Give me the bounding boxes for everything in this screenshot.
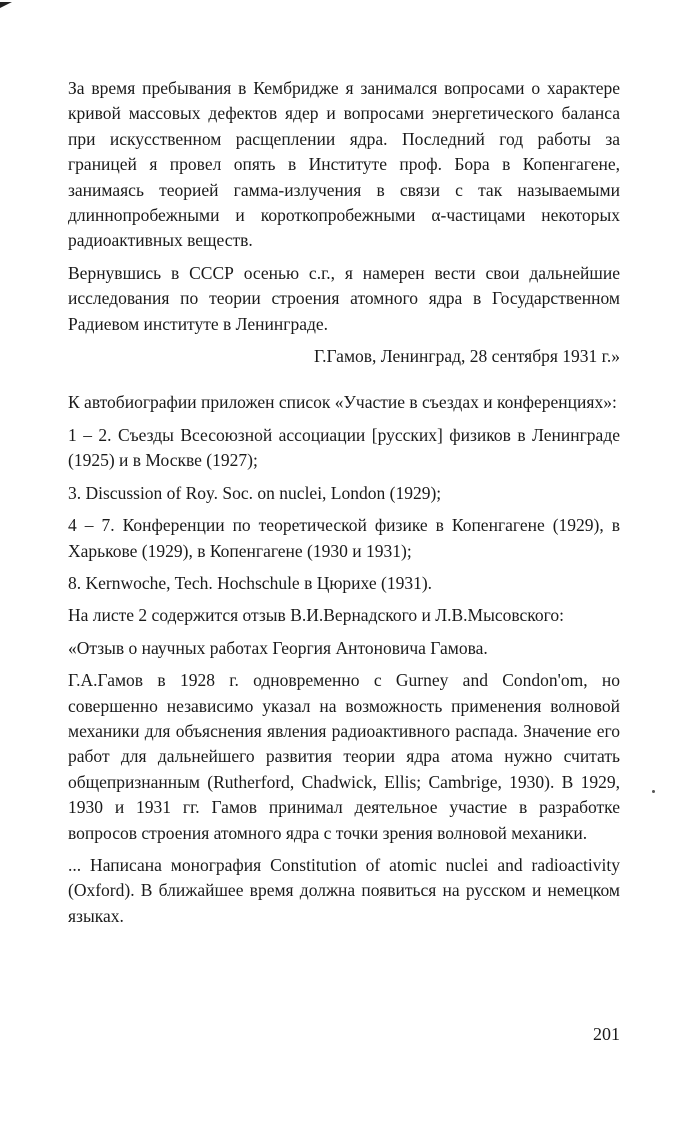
list-item-kernwoche: 8. Kernwoche, Tech. Hochschule в Цюрихе (1931).: [68, 572, 433, 593]
signature-line: Г.Гамов, Ленинград, 28 сентября 1931 г.»: [313, 346, 620, 367]
paragraph-return-ussr: Вернувшись в СССР осенью с.г., я намерен вести свои дальнейшие исследования по теории строения атомного ядра в Государственном Радиевом институте в Ленинграде.: [68, 262, 620, 334]
list-item-royal-society: 3. Discussion of Roy. Soc. on nuclei, London (1929);: [68, 482, 442, 503]
list-item-conferences: 4 – 7. Конференции по теоретической физике в Копенгагене (1929), в Харькове (1929), в Копенгагене (1930 и 1931);: [68, 515, 620, 561]
review-title: «Отзыв о научных работах Георгия Антоновича Гамова.: [68, 637, 488, 658]
page-number: 201: [593, 1024, 620, 1044]
paragraph-cambridge-work: За время пребывания в Кембридже я занимался вопросами о характере кривой массовых дефектов ядер и вопросами энергетического баланса при искусственном расщеплении ядра. Последний год работы за границей я провел опять в Институте проф. Бора в Копенгагене, занимаясь теорией гамма-излучения в связи с так называемыми длиннопробежными и короткопробежными α-частицами некоторых радиоактивных веществ.: [68, 78, 620, 251]
paragraph-monograph: ... Написана монография Constitution of atomic nuclei and radioactivity (Oxford). В ближайшее время должна появиться на русском и немецком языках.: [68, 854, 620, 926]
paragraph-review-intro: На листе 2 содержится отзыв В.И.Вернадского и Л.В.Мысовского:: [68, 605, 564, 626]
stray-dot: [652, 790, 655, 793]
paragraph-list-intro: К автобиографии приложен список «Участие в съездах и конференциях»:: [68, 392, 617, 413]
corner-mark-icon: [0, 2, 12, 8]
page-body: [68, 76, 620, 936]
list-item-congresses: 1 – 2. Съезды Всесоюзной ассоциации [русских] физиков в Ленинграде (1925) и в Москве (1927);: [68, 424, 620, 471]
paragraph-review-body: Г.А.Гамов в 1928 г. одновременно с Gurney and Condon'om, но совершенно независимо указал на возможность применения волновой механики для объяснения явления радиоактивного распада. Значение его работ для дальнейшего развития теории ядра атома нужно считать общепризнанным (Rutherford, Chadwick, Ellis; Cambrige, 1930). В 1929, 1930 и 1931 гг. Гамов принимал деятельное участие в разработке вопросов строения атомного ядра с точки зрения волновой механики.: [68, 670, 620, 843]
